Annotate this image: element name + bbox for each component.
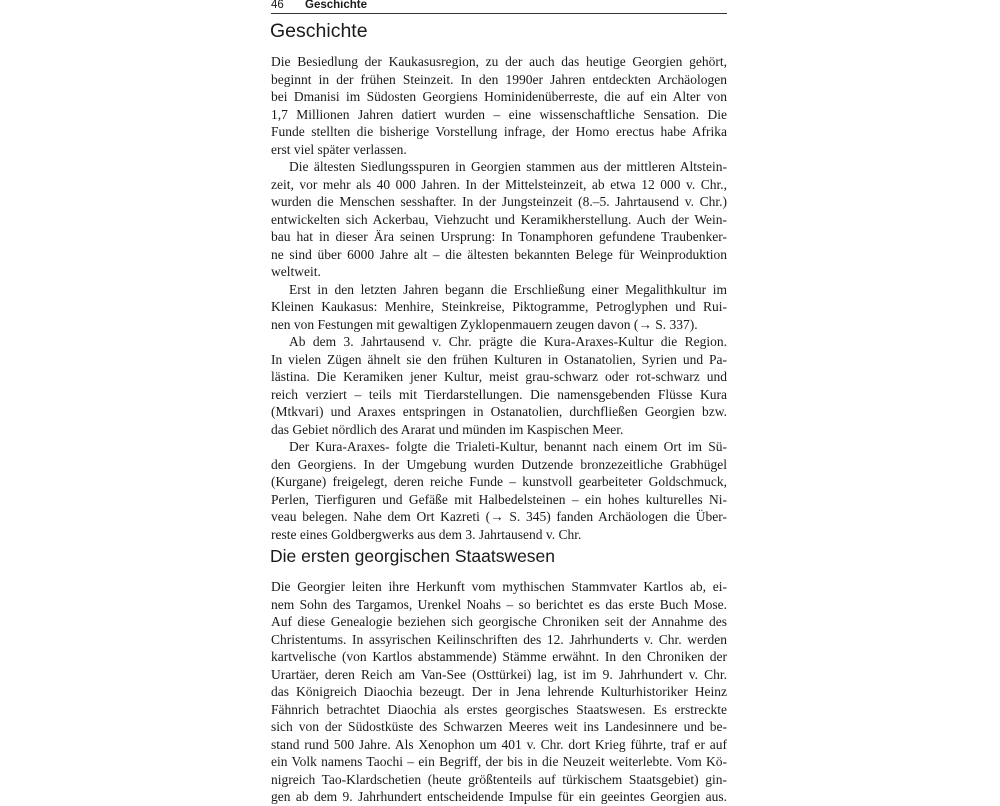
text-line: kartvelische (von Kartlos abstammende) Stämme erwähnt. In den Chroniken der <box>271 649 727 664</box>
text-line: Fähnrich betrachtet Diaochia als erstes georgisches Staatswesen. Es erstreckte <box>271 701 727 717</box>
text-line: ein Volk namens Taochi – ein Begriff, der bis in die Neuzeit weiterlebte. Vom Kö- <box>271 754 727 769</box>
text-line: bau hat in dieser Ära seinen Ursprung: In Tonamphoren gefundene Traubenker- <box>271 229 727 244</box>
text-line: (Kurgane) freigelegt, deren reiche Funde – kunstvoll gearbeiteter Goldschmuck, <box>271 474 727 489</box>
text-line: entwickelten sich Ackerbau, Viehzucht und Keramikherstellung. Auch der Wein- <box>271 211 727 227</box>
text-line: Perlen, Tierfiguren und Gefäße mit Halbedelsteinen – ein hohes kulturelles Ni- <box>271 491 727 507</box>
text-line: (Mtkvari) und Araxes entspringen in Ostanatolien, durchfließen Georgien bzw. <box>271 404 727 419</box>
text-line: Die Besiedlung der Kaukasusregion, zu der auch das heutige Georgien gehört, <box>271 54 727 69</box>
text-line: stand rund 500 Jahre. Als Xenophon um 401 v. Chr. dort Krieg führte, traf er auf <box>271 736 727 752</box>
text-line: nen von Festungen mit gewaltigen Zyklopenmauern zeugen davon (→ S. 337). <box>271 316 698 332</box>
text-block-statehood <box>271 578 727 806</box>
text-line: reste eines Goldbergwerks aus dem 3. Jahrtausend v. Chr. <box>271 526 582 542</box>
text-line: weltweit. <box>271 264 321 279</box>
text-line: bei Dmanisi im Südosten Georgiens Hominidenüberreste, die auf ein Alter von <box>271 89 727 104</box>
text-line: In vielen Zügen ähnelt sie den frühen Kulturen in Ostanatolien, Syrien und Pa- <box>271 351 727 367</box>
text-line: das Königreich Diaochia bezeugt. Der in Jena lehrende Kulturhistoriker Heinz <box>271 684 727 699</box>
text-line: den Georgiens. In der Umgebung wurden Dutzende bronzezeitliche Grabhügel <box>271 456 727 472</box>
text-line: gen ab dem 9. Jahrhundert entscheidende Impulse für ein geeintes Georgien aus. <box>271 789 727 804</box>
text-line: wurden die Menschen sesshafter. In der Jungsteinzeit (8.–5. Jahrtausend v. Chr.) <box>271 194 727 209</box>
text-line: nem Sohn des Targamos, Urenkel Noahs – so berichtet es das erste Buch Mose. <box>271 596 727 612</box>
text-line: Funde stellten die bisherige Vorstellung infrage, der Homo erectus habe Afrika <box>271 124 727 139</box>
running-title: Geschichte <box>305 0 367 11</box>
text-line: Die Georgier leiten ihre Herkunft vom mythischen Stammvater Kartlos ab, ei- <box>271 579 727 594</box>
text-line: nigreich Tao-Klardschetien (heute größtenteils auf türkischem Staatsgebiet) gin- <box>271 771 727 787</box>
text-line: Erst in den letzten Jahren begann die Erschließung einer Megalithkultur im <box>289 281 727 297</box>
text-line: erst viel später verlassen. <box>271 141 407 157</box>
text-line: Die ältesten Siedlungsspuren in Georgien stammen aus der mittleren Altstein- <box>289 159 727 174</box>
text-line: Christentums. In assyrischen Keilinschriften des 12. Jahrhunderts v. Chr. werden <box>271 631 727 647</box>
text-line: ne sind über 6000 Jahre alt – die ältesten bekannten Belege für Weinproduktion <box>271 246 727 262</box>
chapter-title: Geschichte <box>270 20 368 42</box>
text-line: Urartäer, deren Reich am Van-See (Osttürkei) lag, ist im 9. Jahrhundert v. Chr. <box>271 666 727 682</box>
text-line: lästina. Die Keramiken jener Kultur, meist grau-schwarz oder rot-schwarz und <box>271 369 727 384</box>
text-line: 1,7 Millionen Jahren datiert wurden – eine wissenschaftliche Sensation. Die <box>271 106 727 122</box>
page-number: 46 <box>271 0 284 11</box>
text-line: Der Kura-Araxes- folgte die Trialeti-Kultur, benannt nach einem Ort im Sü- <box>289 439 727 454</box>
text-line: beginnt in der frühen Steinzeit. In den 1990er Jahren entdeckten Archäologen <box>271 71 727 87</box>
text-line: Ab dem 3. Jahrtausend v. Chr. prägte die Kura-Araxes-Kultur die Region. <box>289 334 727 349</box>
text-line: reich verziert – teils mit Tierdarstellungen. Die namensgebenden Flüsse Kura <box>271 386 727 402</box>
section-title: Die ersten georgischen Staatswesen <box>270 546 556 566</box>
text-line: sich von der Südostküste des Schwarzen Meeres weit ins Landesinnere und be- <box>271 719 727 734</box>
text-line: Kleinen Kaukasus: Menhire, Steinkreise, Piktogramme, Petroglyphen und Rui- <box>271 299 727 314</box>
text-line: zeit, vor mehr als 40 000 Jahren. In der Mittelsteinzeit, ab etwa 12 000 v. Chr., <box>271 176 727 192</box>
text-line: Auf diese Genealogie beziehen sich georgische Chroniken seit der Annahme des <box>271 614 727 629</box>
text-line: das Gebiet nördlich des Ararat und münden im Kaspischen Meer. <box>271 421 624 437</box>
text-block-history <box>271 53 727 543</box>
page-header <box>271 0 727 14</box>
text-line: veau belegen. Nahe dem Ort Kazreti (→ S. 345) fanden Archäologen die Über- <box>271 509 727 524</box>
